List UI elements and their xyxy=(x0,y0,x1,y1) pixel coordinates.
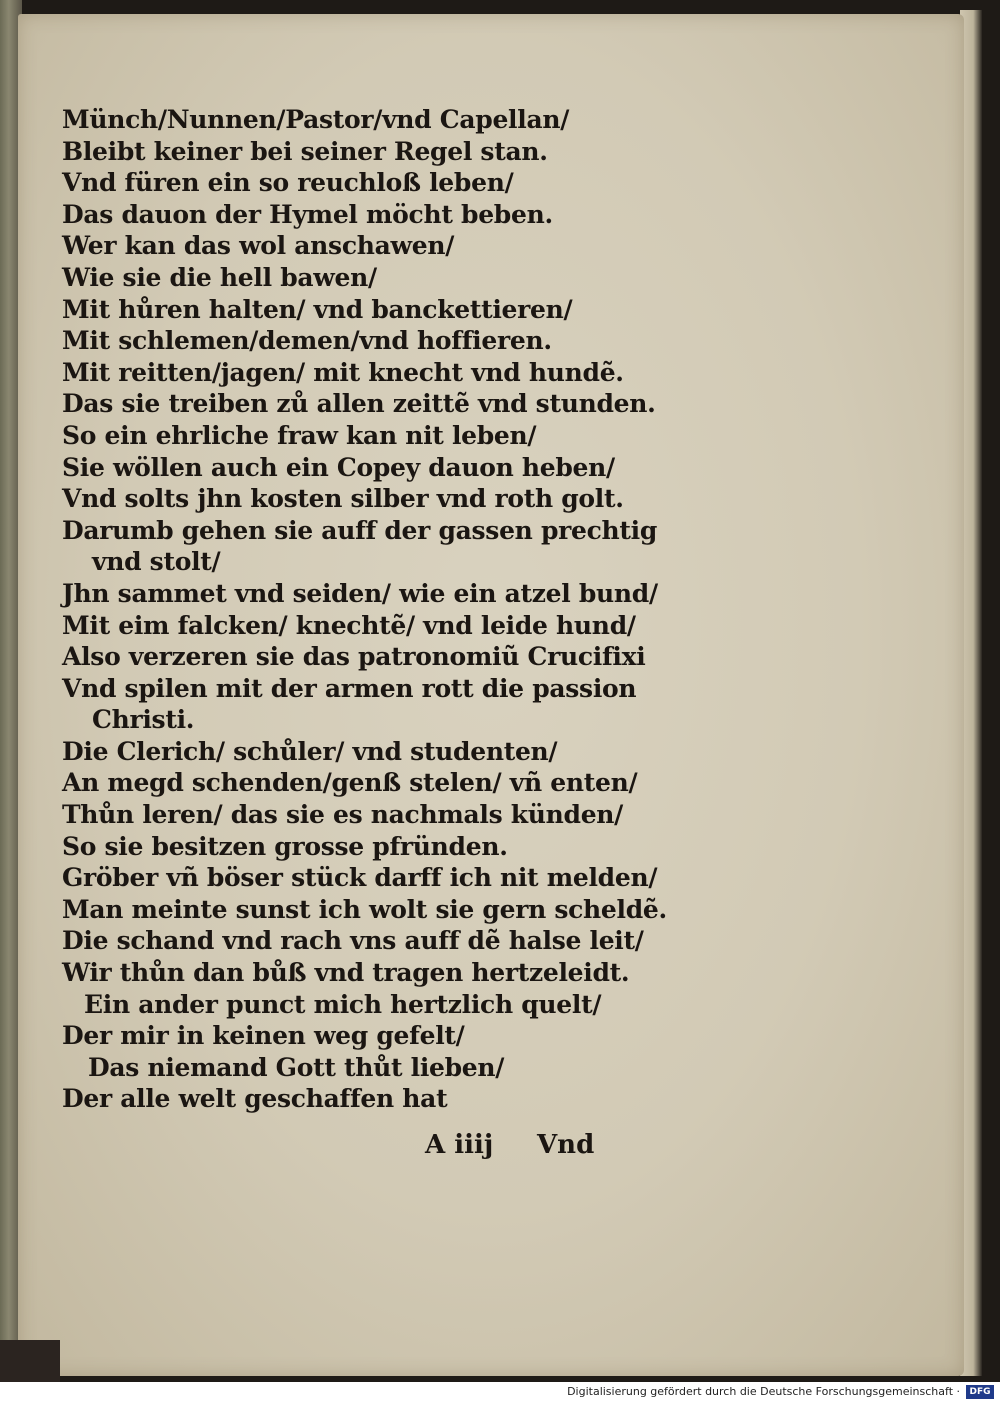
verse-line: Sie wöllen auch ein Copey dauon heben/ xyxy=(62,452,615,482)
verse-line: Vnd spilen mit der armen rott die passion xyxy=(62,673,637,703)
verse-line: Thůn leren/ das sie es nachmals künden/ xyxy=(62,800,624,830)
verse-line: Man meinte sunst ich wolt sie gern scheldẽ. xyxy=(62,894,667,924)
verse-text xyxy=(62,104,667,1115)
verse-line: Wir thůn dan bůß vnd tragen hertzeleidt. xyxy=(62,958,630,988)
verse-line: Mit hůren halten/ vnd banckettieren/ xyxy=(62,294,573,324)
verse-line: Vnd füren ein so reuchloß leben/ xyxy=(62,168,514,198)
dfg-logo: DFG xyxy=(966,1385,994,1399)
page-footer-marks xyxy=(425,1130,605,1164)
verse-line: Darumb gehen sie auff der gassen prechtig xyxy=(62,515,658,545)
verse-line: Bleibt keiner bei seiner Regel stan. xyxy=(62,136,548,166)
catchword: Vnd xyxy=(537,1130,595,1160)
verse-line: vnd stolt/ xyxy=(92,547,221,577)
verse-line: Münch/Nunnen/Pastor/vnd Capellan/ xyxy=(62,105,570,134)
verse-line: Wie sie die hell bawen/ xyxy=(62,262,377,292)
verse-line: An megd schenden/genß stelen/ vñ enten/ xyxy=(62,768,638,798)
verse-line: Das sie treiben zů allen zeittẽ vnd stunden. xyxy=(62,389,656,419)
verse-line: Die schand vnd rach vns auff dẽ halse leit/ xyxy=(62,926,644,956)
verse-line: Die Clerich/ schůler/ vnd studenten/ xyxy=(62,736,558,766)
digitization-footer xyxy=(0,1382,1000,1402)
verse-line: Mit eim falcken/ knechtẽ/ vnd leide hund/ xyxy=(62,610,636,640)
verse-line: So ein ehrliche fraw kan nit leben/ xyxy=(62,420,537,450)
page-corner-shadow xyxy=(0,1340,60,1382)
verse-line: Gröber vñ böser stück darff ich nit melden/ xyxy=(62,863,658,893)
verse-line: Also verzeren sie das patronomiũ Crucifixi xyxy=(62,642,646,672)
verse-line: Der alle welt geschaffen hat xyxy=(62,1084,448,1114)
verse-line: Das niemand Gott thůt lieben/ xyxy=(88,1052,505,1082)
funding-credit: Digitalisierung gefördert durch die Deutsche Forschungsgemeinschaft · xyxy=(567,1385,960,1398)
verse-line: Ein ander punct mich hertzlich quelt/ xyxy=(84,989,602,1019)
verse-line: Das dauon der Hymel möcht beben. xyxy=(62,199,553,229)
verse-line: So sie besitzen grosse pfründen. xyxy=(62,831,508,861)
verse-line: Vnd solts jhn kosten silber vnd roth golt. xyxy=(62,484,624,514)
verse-line: Wer kan das wol anschawen/ xyxy=(62,231,455,261)
verse-line: Der mir in keinen weg gefelt/ xyxy=(62,1021,465,1051)
verse-line: Jhn sammet vnd seiden/ wie ein atzel bund/ xyxy=(62,578,658,608)
signature-mark: A iiij xyxy=(425,1130,494,1160)
verse-line: Mit reitten/jagen/ mit knecht vnd hundẽ. xyxy=(62,357,624,387)
verse-line: Christi. xyxy=(92,705,195,735)
verse-line: Mit schlemen/demen/vnd hoffieren. xyxy=(62,326,552,356)
